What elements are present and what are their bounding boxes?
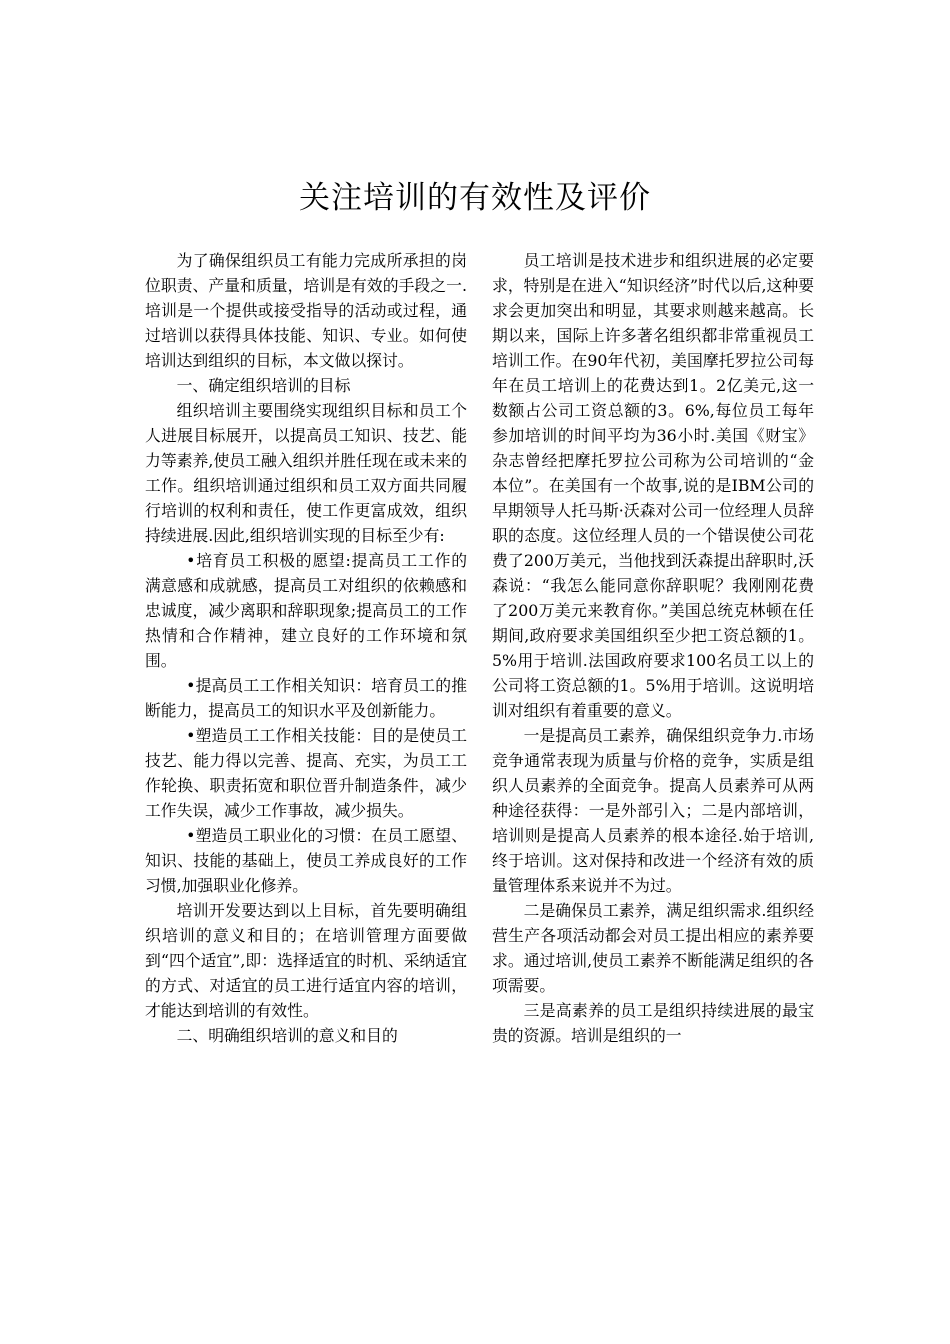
paragraph: 三是高素养的员工是组织持续进展的最宝贵的资源。培训是组织的一 (492, 1001, 814, 1045)
paragraph: 为了确保组织员工有能力完成所承担的岗位职责、产量和质量，培训是有效的手段之一.培训是一个提供或接受指导的活动或过程，通过培训以获得具体技能、知识、专业。如何使培训达到组织的目标，本文做以探讨。 (145, 251, 467, 370)
right-column (492, 248, 814, 1048)
paragraph: 培训开发要达到以上目标，首先要明确组织培训的意义和目的；在培训管理方面要做到“四个适宜”,即：选择适宜的时机、采纳适宜的方式、对适宜的员工进行适宜内容的培训，才能达到培训的有效性。 (145, 901, 467, 1020)
paragraph: 组织培训主要围绕实现组织目标和员工个人进展目标展开，以提高员工知识、技艺、能力等素养,使员工融入组织并胜任现在或未来的工作。组织培训通过组织和员工双方面共同履行培训的权利和责任，使工作更富成效，组织持续进展.因此,组织培训实现的目标至少有: (145, 401, 467, 545)
left-column (145, 248, 467, 1048)
document-title: 关注培训的有效性及评价 (299, 180, 651, 216)
paragraph: 员工培训是技术进步和组织进展的必定要求，特别是在进入“知识经济”时代以后,这种要求会更加突出和明显，其要求则越来越高。长期以来，国际上许多著名组织都非常重视员工培训工作。在90年代初，美国摩托罗拉公司每年在员工培训上的花费达到1。2亿美元,这一数额占公司工资总额的3。6%,每位员工每年参加培训的时间平均为36小时.美国《财宝》杂志曾经把摩托罗拉公司称为公司培训的“金本位”。在美国有一个故事,说的是IBM公司的早期领导人托马斯·沃森对公司一位经理人员辞职的态度。这位经理人员的一个错误使公司花费了200万美元，当他找到沃森提出辞职时,沃森说：“我怎么能同意你辞职呢？我刚刚花费了200万美元来教育你。”美国总统克林顿在任期间,政府要求美国组织至少把工资总额的1。5%用于培训.法国政府要求100名员工以上的公司将工资总额的1。5%用于培训。这说明培训对组织有着重要的意义。 (492, 251, 814, 720)
paragraph: 一是提高员工素养，确保组织竞争力.市场竞争通常表现为质量与价格的竞争，实质是组织人员素养的全面竞争。提高人员素养可从两种途径获得：一是外部引入；二是内部培训，培训则是提高人员素养的根本途径.始于培训,终于培训。这对保持和改进一个经济有效的质量管理体系来说并不为过。 (492, 726, 814, 895)
section-heading: 二、明确组织培训的意义和目的 (176, 1026, 398, 1045)
bullet-item: •提高员工工作相关知识：培育员工的推断能力，提高员工的知识水平及创新能力。 (145, 676, 467, 720)
bullet-item: •培育员工积极的愿望:提高员工工作的满意感和成就感，提高员工对组织的依赖感和忠诚度，减少离职和辞职现象;提高员工的工作热情和合作精神，建立良好的工作环境和氛围。 (145, 551, 467, 670)
bullet-item: •塑造员工职业化的习惯：在员工愿望、知识、技能的基础上，使员工养成良好的工作习惯,加强职业化修养。 (145, 826, 467, 895)
paragraph: 二是确保员工素养，满足组织需求.组织经营生产各项活动都会对员工提出相应的素养要求。通过培训,使员工素养不断能满足组织的各项需要。 (492, 901, 814, 995)
section-heading: 一、确定组织培训的目标 (176, 376, 351, 395)
bullet-item: •塑造员工工作相关技能：目的是使员工技艺、能力得以完善、提高、充实，为员工工作轮换、职责拓宽和职位晋升制造条件，减少工作失误，减少工作事故，减少损失。 (145, 726, 467, 820)
